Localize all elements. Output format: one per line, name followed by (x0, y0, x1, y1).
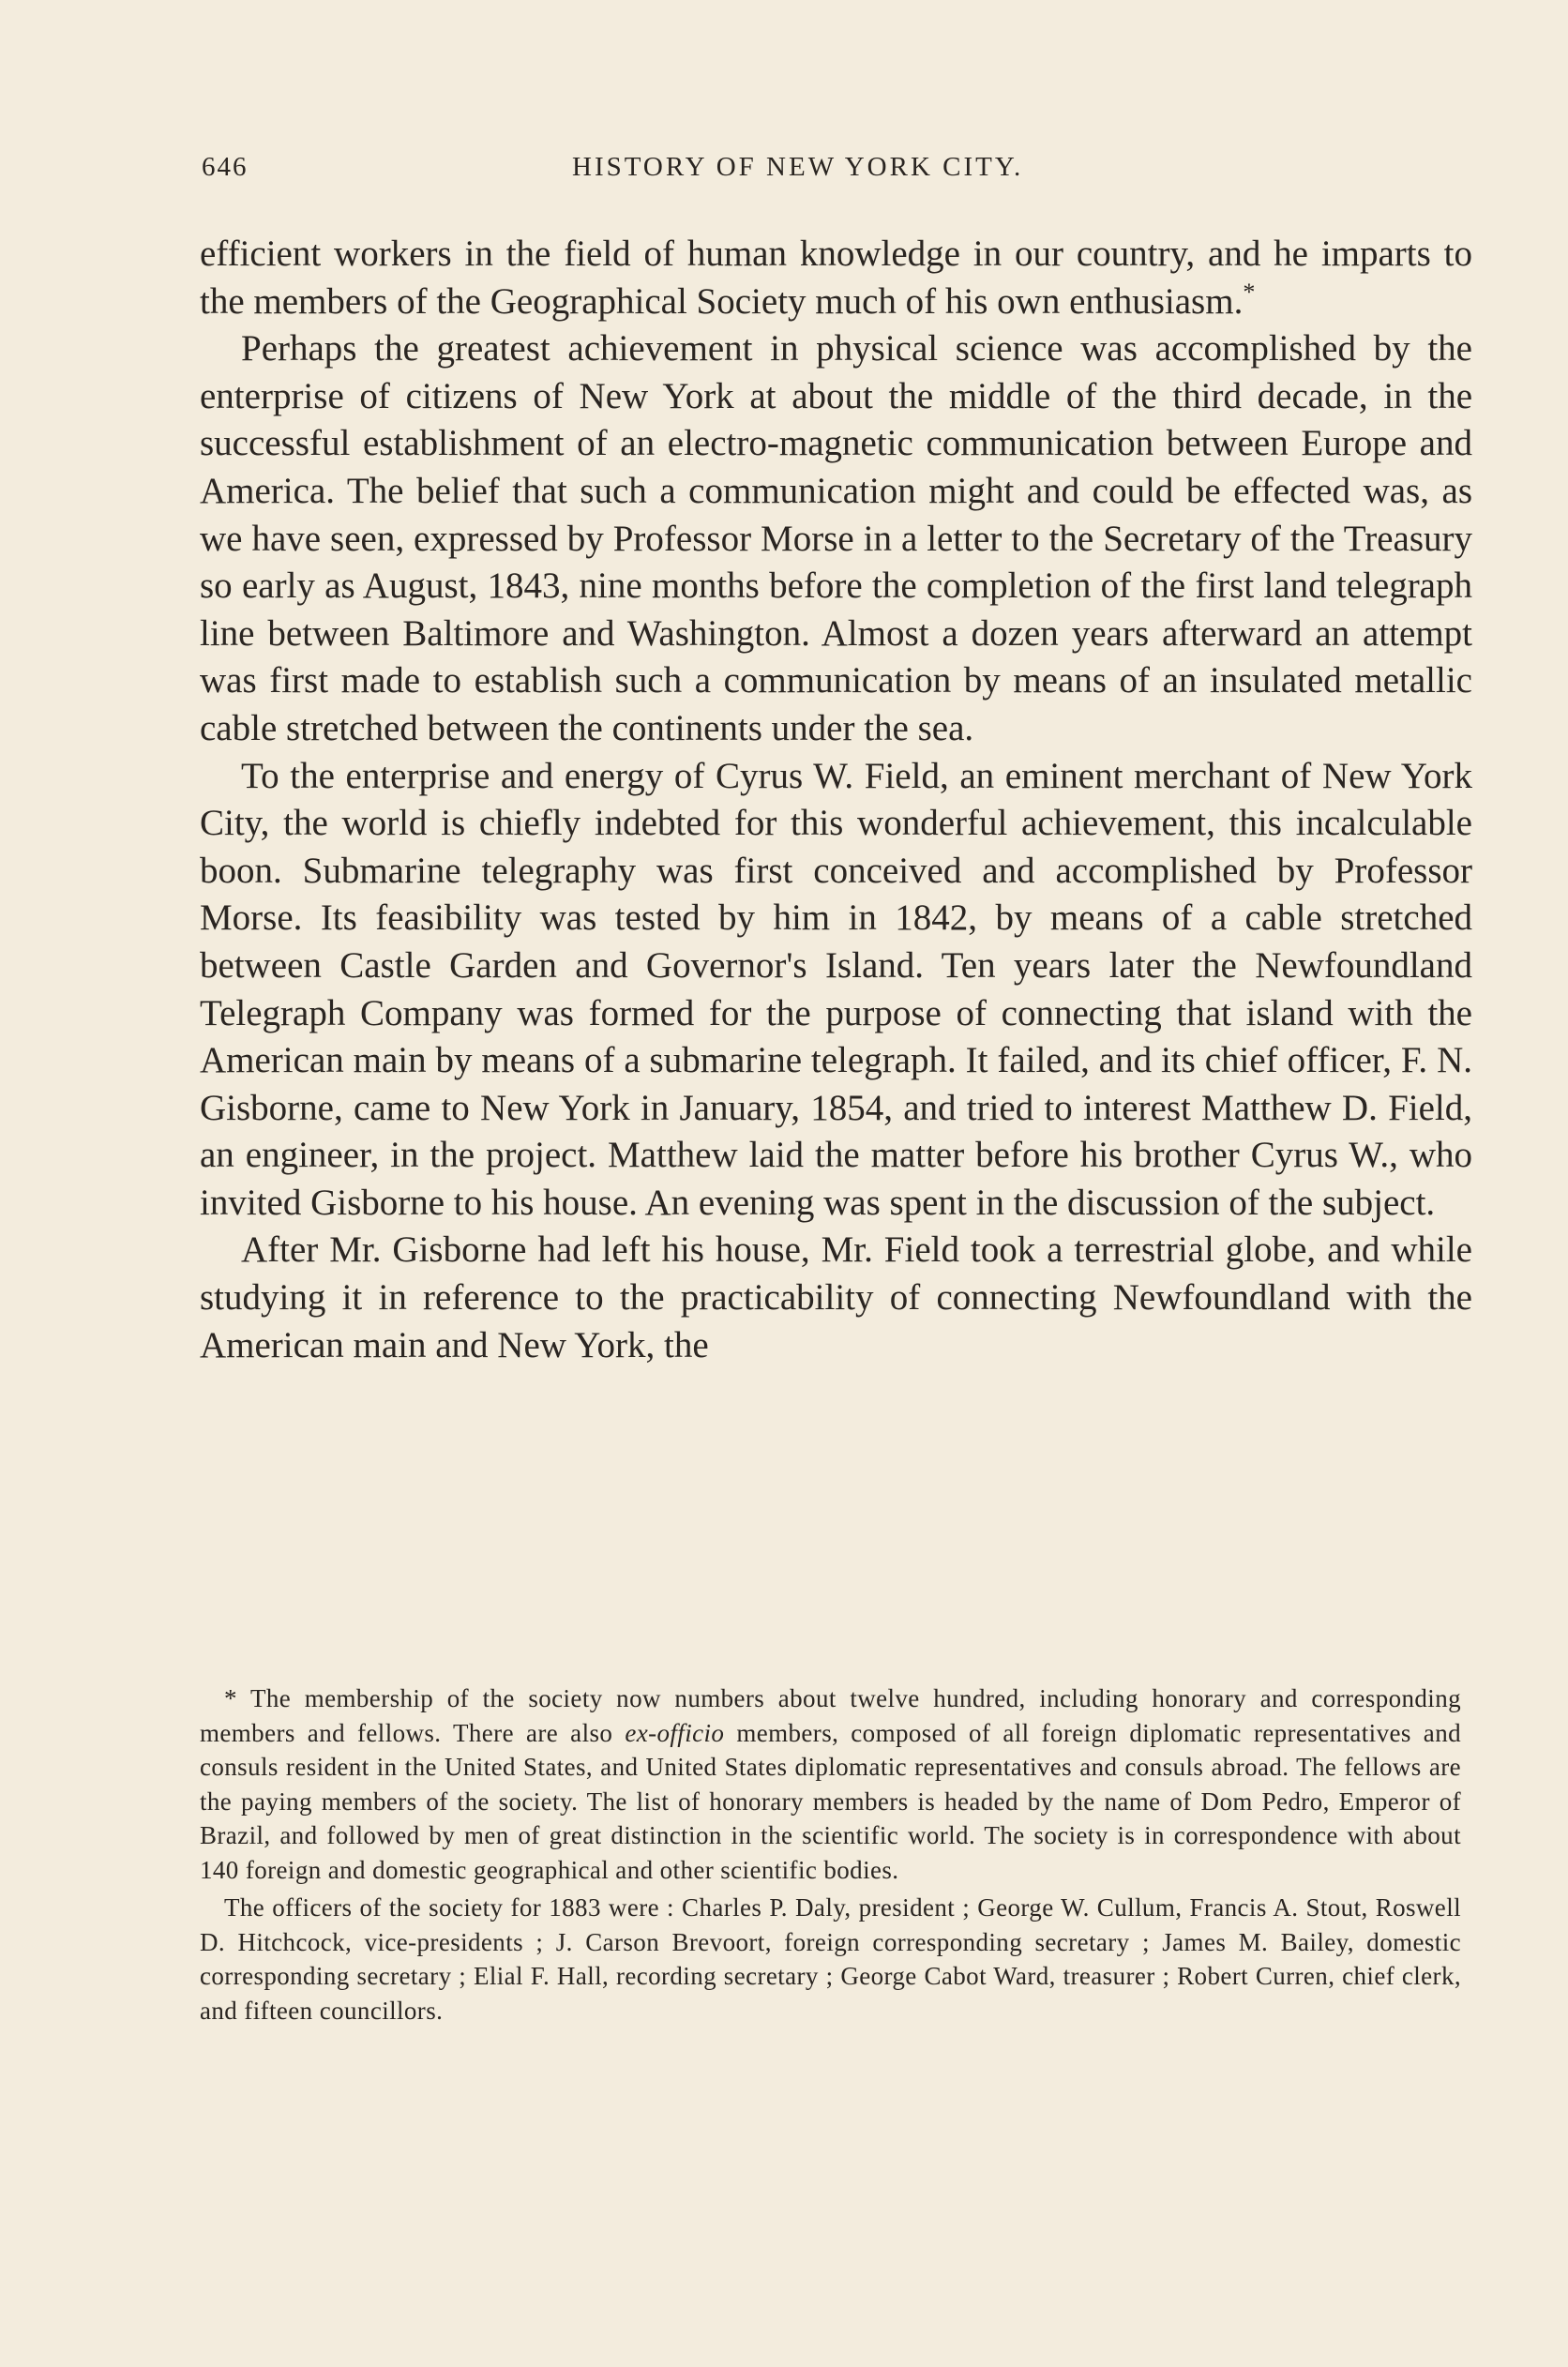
footnote-reference: * (1243, 278, 1256, 306)
paragraph-2: Perhaps the greatest achievement in physical science was accomplished by the enterprise of citizens of New York at about the middle of the third decade, in the successful establishment of an electro-magnetic communication between Europe and America. The belief that such a communication might and could be effected was, as we have seen, expressed by Professor Morse in a letter to the Secretary of the Treasury so early as August, 1843, nine months before the completion of the first land telegraph line between Baltimore and Washington. Almost a dozen years afterward an attempt was first made to establish such a communication by means of an insulated metallic cable stretched between the continents under the sea. (200, 328, 1472, 748)
running-title: HISTORY OF NEW YORK CITY. (572, 152, 1024, 182)
footnote-1-italic: ex-officio (625, 1718, 725, 1747)
main-text (200, 231, 1472, 1369)
paragraph-4: After Mr. Gisborne had left his house, Mr. Field took a terrestrial globe, and while studying it in reference to the practicability of connecting Newfoundland with the American main and New York, the (200, 1229, 1472, 1365)
paragraph-continued (200, 231, 1472, 325)
page-header (202, 152, 1458, 193)
footnotes (200, 1681, 1461, 2028)
paragraph-3: To the enterprise and energy of Cyrus W. Field, an eminent merchant of New York City, the world is chiefly indebted for this wonderful achievement, this incalculable boon. Submarine telegraphy was first conceived and accomplished by Professor Morse. Its feasibility was tested by him in 1842, by means of a cable stretched between Castle Garden and Governor's Island. Ten years later the Newfoundland Telegraph Company was formed for the purpose of connecting that island with the American main by means of a submarine telegraph. It failed, and its chief officer, F. N. Gisborne, came to New York in January, 1854, and tried to interest Matthew D. Field, an engineer, in the project. Matthew laid the matter before his brother Cyrus W., who invited Gisborne to his house. An evening was spent in the discussion of the subject. (200, 755, 1472, 1223)
paragraph-1-text: efficient workers in the field of human knowledge in our country, and he imparts to the members of the Geographical Society much of his own enthusiasm. (200, 234, 1472, 322)
footnote-2: The officers of the society for 1883 were : Charles P. Daly, president ; George W. Cullum, Francis A. Stout, Roswell D. Hitchcock, vice-presidents ; J. Carson Brevoort, foreign corresponding secretary ; James M. Bailey, domestic corresponding secretary ; Elial F. Hall, recording secretary ; George Cabot Ward, treasurer ; Robert Curren, chief clerk, and fifteen councillors. (200, 1893, 1461, 2025)
footnote-1-mark: * (224, 1684, 237, 1712)
footnote-1-text-a: The membership of the society now numbers about twelve hundred, including honorary and corresponding members and fellows. There are also (200, 1684, 1461, 1747)
page-number: 646 (202, 152, 249, 182)
footnote-1 (200, 1681, 1461, 1887)
footnote-1-text-b: members, composed of all foreign diplomatic representatives and consuls resident in the United States, and United States diplomatic representatives and consuls abroad. The fellows are the paying members of the society. The list of honorary members is headed by the name of Dom Pedro, Emperor of Brazil, and followed by men of great distinction in the scientific world. The society is in correspondence with about 140 foreign and domestic geographical and other scientific bodies. (200, 1718, 1461, 1884)
